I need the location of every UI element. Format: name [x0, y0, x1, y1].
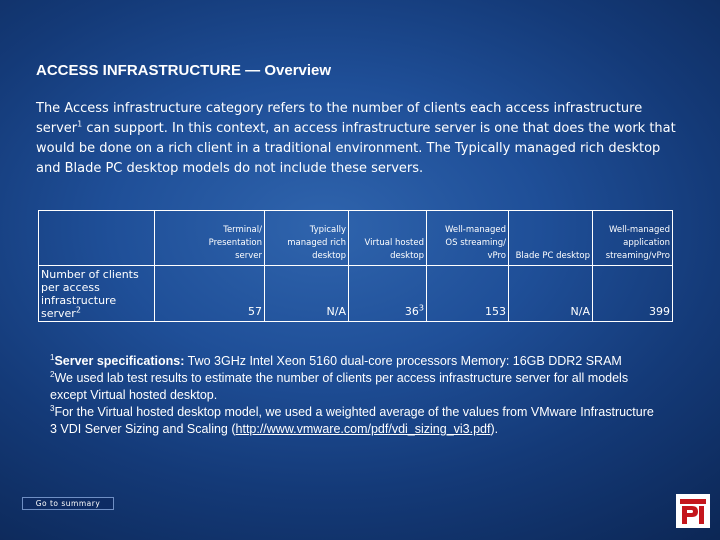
table-header-app-streaming: Well-managed application streaming/vPro	[593, 211, 673, 266]
table-header-os-streaming: Well-managed OS streaming/ vPro	[427, 211, 509, 266]
go-to-summary-button[interactable]: Go to summary	[22, 497, 114, 510]
table-cell-blade: N/A	[509, 266, 593, 322]
table-cell-os-streaming: 153	[427, 266, 509, 322]
table-cell-virtual: $36^3$	[349, 266, 427, 322]
intro-text-part2: can support. In this context, an access infrastructure server is one that does the work that would be done on a rich client in a traditional environment. The Typically managed rich desktop and Blade PC desktop models do not include these servers.	[36, 121, 676, 176]
vmware-link[interactable]: http://www.vmware.com/pdf/vdi_sizing_vi3.pdf	[235, 422, 491, 436]
footnote-2: $^2$We used lab test results to estimate the number of clients per access infrastructure server for all models except Virtual hosted desktop.	[50, 369, 629, 402]
table-row-label: Number of clients per access infrastructure server$^2$	[39, 266, 155, 322]
intro-footnote-ref: 1	[77, 119, 83, 129]
table-header-empty	[39, 211, 155, 266]
table-header-virtual: Virtual hosted desktop	[349, 211, 427, 266]
slide-title: ACCESS INFRASTRUCTURE — Overview	[36, 62, 332, 79]
table-header-typically: Typically managed rich desktop	[265, 211, 349, 266]
intro-text-part1: The Access infrastructure category refers to the number of clients each access infrastructure server	[36, 101, 643, 136]
table-cell-terminal: 57	[155, 266, 265, 322]
clients-table	[38, 210, 673, 322]
table-cell-app-streaming: 399	[593, 266, 673, 322]
table-cell-typically: N/A	[265, 266, 349, 322]
table-header-blade: Blade PC desktop	[509, 211, 593, 266]
table-header-terminal: Terminal/ Presentation server	[155, 211, 265, 266]
footnote-1: $^1$Server specifications: Two 3GHz Intel Xeon 5160 dual-core processors Memory: 16GB DDR2 SRAM	[50, 352, 622, 368]
footnotes	[50, 353, 660, 438]
table-row	[39, 266, 673, 322]
table-header-row	[39, 211, 673, 266]
intro-paragraph	[36, 99, 684, 179]
footnote-3: $^3$For the Virtual hosted desktop model, we used a weighted average of the values from VMware Infrastructure 3 VDI Server Sizing and Scaling (http://www.vmware.com/pdf/vdi_sizing_vi3.pdf).	[50, 403, 654, 436]
pt-logo-icon	[676, 494, 710, 528]
